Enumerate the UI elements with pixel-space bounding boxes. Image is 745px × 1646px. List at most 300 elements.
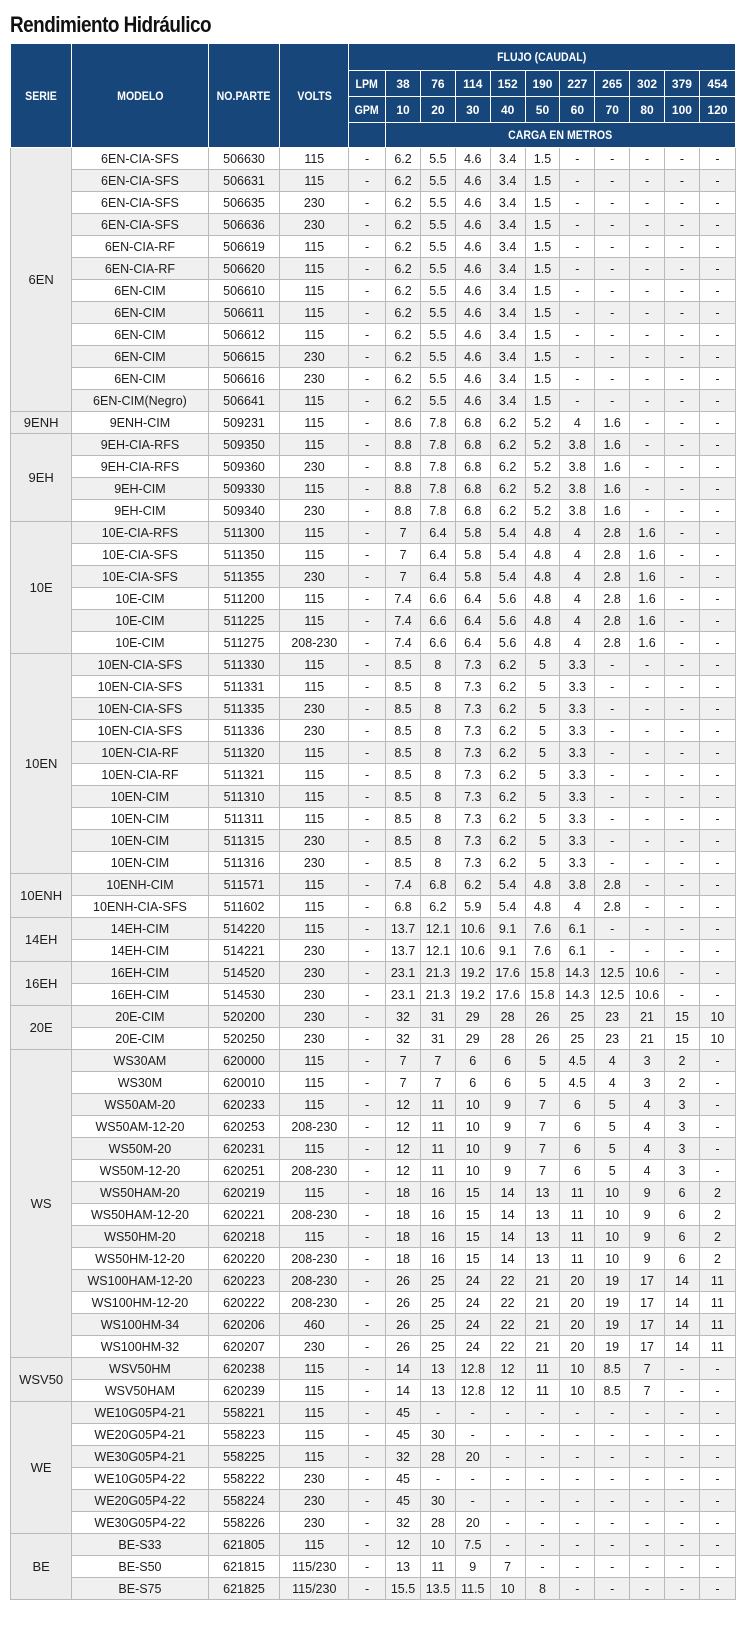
flujo-265-cell: - [595, 698, 630, 720]
table-row [11, 1050, 736, 1072]
flujo-152-cell: 9.1 [490, 918, 525, 940]
flujo-38-cell: 8.8 [386, 500, 421, 522]
flujo-302-cell: 7 [630, 1380, 665, 1402]
flujo-0-cell: - [349, 1116, 386, 1138]
flujo-76-cell: 7.8 [420, 500, 455, 522]
flujo-38-cell: 45 [386, 1468, 421, 1490]
volts-cell: 115 [280, 742, 349, 764]
modelo-cell: WS50M-12-20 [72, 1160, 208, 1182]
flujo-152-cell: 6.2 [490, 478, 525, 500]
volts-cell: 208-230 [280, 1270, 349, 1292]
flujo-190-cell: 21 [525, 1314, 560, 1336]
modelo-cell: 16EH-CIM [72, 984, 208, 1006]
serie-cell: WE [11, 1402, 72, 1534]
header-gpm-value: 80 [630, 97, 665, 123]
flujo-76-cell: 25 [420, 1292, 455, 1314]
flujo-302-cell: 10.6 [630, 984, 665, 1006]
volts-cell: 230 [280, 566, 349, 588]
flujo-76-cell: 25 [420, 1270, 455, 1292]
flujo-379-cell: 3 [664, 1116, 699, 1138]
flujo-379-cell: - [664, 654, 699, 676]
flujo-454-cell: - [699, 940, 735, 962]
modelo-cell: 6EN-CIM(Negro) [72, 390, 208, 412]
flujo-265-cell: - [595, 324, 630, 346]
flujo-379-cell: - [664, 500, 699, 522]
modelo-cell: WE20G05P4-22 [72, 1490, 208, 1512]
flujo-76-cell: 28 [420, 1446, 455, 1468]
volts-cell: 115 [280, 1072, 349, 1094]
flujo-38-cell: 6.2 [386, 170, 421, 192]
flujo-379-cell: 15 [664, 1028, 699, 1050]
flujo-379-cell: - [664, 764, 699, 786]
flujo-265-cell: 2.8 [595, 896, 630, 918]
modelo-cell: 6EN-CIA-SFS [72, 192, 208, 214]
modelo-cell: 6EN-CIM [72, 368, 208, 390]
flujo-227-cell: 20 [560, 1336, 595, 1358]
modelo-cell: WS30AM [72, 1050, 208, 1072]
flujo-114-cell: 15 [455, 1182, 490, 1204]
flujo-379-cell: - [664, 984, 699, 1006]
flujo-190-cell: 7 [525, 1160, 560, 1182]
flujo-38-cell: 13 [386, 1556, 421, 1578]
flujo-454-cell: - [699, 500, 735, 522]
modelo-cell: 10EN-CIM [72, 808, 208, 830]
no-parte-cell: 511571 [208, 874, 280, 896]
table-body [11, 148, 736, 1600]
flujo-265-cell: - [595, 1512, 630, 1534]
flujo-265-cell: 2.8 [595, 874, 630, 896]
no-parte-cell: 511275 [208, 632, 280, 654]
volts-cell: 115 [280, 786, 349, 808]
header-gpm-value: 60 [560, 97, 595, 123]
modelo-cell: 10E-CIA-SFS [72, 566, 208, 588]
flujo-114-cell: - [455, 1402, 490, 1424]
flujo-379-cell: - [664, 148, 699, 170]
flujo-152-cell: 28 [490, 1006, 525, 1028]
flujo-265-cell: - [595, 368, 630, 390]
flujo-302-cell: - [630, 764, 665, 786]
no-parte-cell: 620233 [208, 1094, 280, 1116]
flujo-190-cell: 21 [525, 1292, 560, 1314]
flujo-76-cell: 5.5 [420, 346, 455, 368]
table-row [11, 1204, 736, 1226]
flujo-0-cell: - [349, 1534, 386, 1556]
flujo-227-cell: 3.3 [560, 808, 595, 830]
flujo-302-cell: - [630, 1402, 665, 1424]
flujo-227-cell: 25 [560, 1028, 595, 1050]
modelo-cell: 6EN-CIM [72, 346, 208, 368]
flujo-152-cell: 22 [490, 1292, 525, 1314]
flujo-0-cell: - [349, 1138, 386, 1160]
flujo-0-cell: - [349, 1512, 386, 1534]
volts-cell: 460 [280, 1314, 349, 1336]
flujo-454-cell: - [699, 302, 735, 324]
flujo-265-cell: 2.8 [595, 522, 630, 544]
flujo-190-cell: 7.6 [525, 918, 560, 940]
flujo-152-cell: 6.2 [490, 786, 525, 808]
flujo-454-cell: - [699, 280, 735, 302]
flujo-190-cell: 1.5 [525, 170, 560, 192]
modelo-cell: 10EN-CIA-RF [72, 742, 208, 764]
flujo-0-cell: - [349, 1358, 386, 1380]
flujo-190-cell: 5 [525, 1050, 560, 1072]
flujo-265-cell: - [595, 1534, 630, 1556]
no-parte-cell: 558224 [208, 1490, 280, 1512]
flujo-379-cell: - [664, 1446, 699, 1468]
no-parte-cell: 506620 [208, 258, 280, 280]
volts-cell: 230 [280, 962, 349, 984]
volts-cell: 115 [280, 390, 349, 412]
flujo-265-cell: - [595, 918, 630, 940]
volts-cell: 230 [280, 500, 349, 522]
flujo-38-cell: 6.2 [386, 368, 421, 390]
flujo-114-cell: 6.8 [455, 434, 490, 456]
flujo-227-cell: - [560, 368, 595, 390]
modelo-cell: 10EN-CIA-SFS [72, 720, 208, 742]
flujo-152-cell: 9 [490, 1138, 525, 1160]
flujo-76-cell: 12.1 [420, 940, 455, 962]
flujo-302-cell: - [630, 808, 665, 830]
flujo-0-cell: - [349, 874, 386, 896]
flujo-76-cell: 30 [420, 1490, 455, 1512]
serie-cell: 10EN [11, 654, 72, 874]
table-row [11, 874, 736, 896]
flujo-454-cell: 2 [699, 1226, 735, 1248]
flujo-152-cell: 6.2 [490, 654, 525, 676]
page-title: Rendimiento Hidráulico [10, 12, 211, 37]
flujo-227-cell: 3.8 [560, 478, 595, 500]
flujo-76-cell: 25 [420, 1336, 455, 1358]
flujo-302-cell: - [630, 786, 665, 808]
flujo-0-cell: - [349, 918, 386, 940]
flujo-227-cell: 6 [560, 1116, 595, 1138]
modelo-cell: 10EN-CIM [72, 852, 208, 874]
flujo-152-cell: 6.2 [490, 852, 525, 874]
flujo-379-cell: - [664, 1402, 699, 1424]
flujo-0-cell: - [349, 148, 386, 170]
flujo-454-cell: 11 [699, 1270, 735, 1292]
flujo-38-cell: 8.6 [386, 412, 421, 434]
flujo-0-cell: - [349, 896, 386, 918]
flujo-265-cell: - [595, 390, 630, 412]
no-parte-cell: 511200 [208, 588, 280, 610]
flujo-190-cell: 5 [525, 1072, 560, 1094]
volts-cell: 115 [280, 1094, 349, 1116]
flujo-379-cell: - [664, 1534, 699, 1556]
flujo-454-cell: - [699, 324, 735, 346]
flujo-379-cell: - [664, 456, 699, 478]
flujo-190-cell: 4.8 [525, 566, 560, 588]
no-parte-cell: 511321 [208, 764, 280, 786]
flujo-114-cell: 6.4 [455, 588, 490, 610]
flujo-227-cell: 3.3 [560, 676, 595, 698]
no-parte-cell: 558225 [208, 1446, 280, 1468]
flujo-76-cell: - [420, 1468, 455, 1490]
flujo-152-cell: 5.4 [490, 874, 525, 896]
flujo-454-cell: - [699, 1490, 735, 1512]
flujo-265-cell: 10 [595, 1226, 630, 1248]
flujo-227-cell: 14.3 [560, 984, 595, 1006]
flujo-190-cell: 5 [525, 698, 560, 720]
table-row [11, 1160, 736, 1182]
flujo-190-cell: - [525, 1534, 560, 1556]
flujo-114-cell: 24 [455, 1292, 490, 1314]
no-parte-cell: 620253 [208, 1116, 280, 1138]
flujo-190-cell: 1.5 [525, 390, 560, 412]
flujo-0-cell: - [349, 258, 386, 280]
flujo-454-cell: - [699, 676, 735, 698]
flujo-302-cell: - [630, 852, 665, 874]
no-parte-cell: 511311 [208, 808, 280, 830]
flujo-114-cell: 11.5 [455, 1578, 490, 1600]
flujo-302-cell: - [630, 412, 665, 434]
table-row [11, 742, 736, 764]
flujo-0-cell: - [349, 654, 386, 676]
flujo-227-cell: 4 [560, 566, 595, 588]
header-gpm-value: 30 [455, 97, 490, 123]
table-row [11, 1094, 736, 1116]
volts-cell: 115 [280, 1446, 349, 1468]
flujo-302-cell: - [630, 742, 665, 764]
flujo-152-cell: 9 [490, 1116, 525, 1138]
flujo-114-cell: 12.8 [455, 1380, 490, 1402]
flujo-265-cell: - [595, 720, 630, 742]
flujo-454-cell: - [699, 1424, 735, 1446]
flujo-76-cell: 31 [420, 1028, 455, 1050]
flujo-302-cell: 3 [630, 1072, 665, 1094]
no-parte-cell: 506611 [208, 302, 280, 324]
flujo-0-cell: - [349, 346, 386, 368]
header-lpm-value: 114 [455, 71, 490, 97]
flujo-38-cell: 6.8 [386, 896, 421, 918]
flujo-454-cell: - [699, 852, 735, 874]
flujo-152-cell: 3.4 [490, 170, 525, 192]
flujo-265-cell: 19 [595, 1314, 630, 1336]
flujo-227-cell: 4 [560, 632, 595, 654]
flujo-114-cell: 15 [455, 1204, 490, 1226]
no-parte-cell: 514220 [208, 918, 280, 940]
flujo-379-cell: - [664, 390, 699, 412]
header-gpm-value: 20 [420, 97, 455, 123]
flujo-227-cell: 6 [560, 1094, 595, 1116]
header-no-parte: NO.PARTE [208, 44, 280, 148]
flujo-227-cell: - [560, 390, 595, 412]
flujo-76-cell: 5.5 [420, 302, 455, 324]
modelo-cell: 14EH-CIM [72, 940, 208, 962]
flujo-190-cell: 5 [525, 852, 560, 874]
flujo-227-cell: 3.3 [560, 654, 595, 676]
flujo-0-cell: - [349, 1248, 386, 1270]
flujo-38-cell: 7.4 [386, 610, 421, 632]
flujo-227-cell: 6.1 [560, 940, 595, 962]
flujo-38-cell: 45 [386, 1424, 421, 1446]
flujo-454-cell: 11 [699, 1314, 735, 1336]
flujo-265-cell: 19 [595, 1292, 630, 1314]
flujo-227-cell: - [560, 258, 595, 280]
flujo-76-cell: 5.5 [420, 214, 455, 236]
flujo-0-cell: - [349, 786, 386, 808]
flujo-302-cell: - [630, 236, 665, 258]
table-row [11, 1424, 736, 1446]
table-row [11, 1248, 736, 1270]
flujo-0-cell: - [349, 940, 386, 962]
serie-cell: 14EH [11, 918, 72, 962]
volts-cell: 115 [280, 588, 349, 610]
table-row [11, 1534, 736, 1556]
modelo-cell: 9EH-CIA-RFS [72, 434, 208, 456]
flujo-152-cell: - [490, 1424, 525, 1446]
flujo-38-cell: 8.5 [386, 676, 421, 698]
table-row [11, 170, 736, 192]
volts-cell: 230 [280, 1490, 349, 1512]
flujo-302-cell: - [630, 390, 665, 412]
flujo-454-cell: - [699, 1578, 735, 1600]
modelo-cell: 10E-CIA-RFS [72, 522, 208, 544]
flujo-0-cell: - [349, 984, 386, 1006]
flujo-76-cell: 30 [420, 1424, 455, 1446]
flujo-190-cell: 5 [525, 830, 560, 852]
flujo-302-cell: 9 [630, 1226, 665, 1248]
volts-cell: 115 [280, 544, 349, 566]
flujo-76-cell: 11 [420, 1556, 455, 1578]
flujo-227-cell: 4.5 [560, 1050, 595, 1072]
serie-cell: WSV50 [11, 1358, 72, 1402]
modelo-cell: WE30G05P4-22 [72, 1512, 208, 1534]
table-row [11, 830, 736, 852]
no-parte-cell: 620223 [208, 1270, 280, 1292]
flujo-76-cell: 5.5 [420, 192, 455, 214]
no-parte-cell: 620251 [208, 1160, 280, 1182]
table-row [11, 324, 736, 346]
flujo-190-cell: - [525, 1446, 560, 1468]
flujo-114-cell: 4.6 [455, 390, 490, 412]
flujo-38-cell: 8.5 [386, 786, 421, 808]
flujo-152-cell: 14 [490, 1226, 525, 1248]
table-row [11, 1182, 736, 1204]
flujo-38-cell: 7.4 [386, 874, 421, 896]
volts-cell: 208-230 [280, 1160, 349, 1182]
no-parte-cell: 511355 [208, 566, 280, 588]
flujo-190-cell: 8 [525, 1578, 560, 1600]
table-row [11, 192, 736, 214]
flujo-114-cell: 6.8 [455, 412, 490, 434]
flujo-38-cell: 8.5 [386, 852, 421, 874]
flujo-152-cell: 5.6 [490, 632, 525, 654]
flujo-114-cell: 24 [455, 1314, 490, 1336]
flujo-0-cell: - [349, 852, 386, 874]
flujo-265-cell: - [595, 676, 630, 698]
no-parte-cell: 506630 [208, 148, 280, 170]
flujo-38-cell: 32 [386, 1028, 421, 1050]
modelo-cell: 10EN-CIA-SFS [72, 676, 208, 698]
flujo-114-cell: 10 [455, 1160, 490, 1182]
flujo-379-cell: - [664, 1424, 699, 1446]
flujo-152-cell: 22 [490, 1270, 525, 1292]
flujo-0-cell: - [349, 742, 386, 764]
flujo-265-cell: - [595, 786, 630, 808]
flujo-0-cell: - [349, 1072, 386, 1094]
flujo-454-cell: - [699, 214, 735, 236]
no-parte-cell: 511350 [208, 544, 280, 566]
flujo-152-cell: 6.2 [490, 676, 525, 698]
flujo-265-cell: 1.6 [595, 500, 630, 522]
flujo-38-cell: 12 [386, 1094, 421, 1116]
flujo-190-cell: 15.8 [525, 962, 560, 984]
flujo-152-cell: - [490, 1534, 525, 1556]
flujo-302-cell: - [630, 456, 665, 478]
table-row [11, 368, 736, 390]
flujo-190-cell: 7.6 [525, 940, 560, 962]
flujo-190-cell: - [525, 1512, 560, 1534]
flujo-454-cell: - [699, 896, 735, 918]
serie-cell: 20E [11, 1006, 72, 1050]
modelo-cell: 9EH-CIM [72, 500, 208, 522]
flujo-0-cell: - [349, 720, 386, 742]
flujo-76-cell: 8 [420, 830, 455, 852]
flujo-0-cell: - [349, 390, 386, 412]
serie-cell: 9EH [11, 434, 72, 522]
flujo-302-cell: 17 [630, 1292, 665, 1314]
no-parte-cell: 620239 [208, 1380, 280, 1402]
volts-cell: 115 [280, 896, 349, 918]
flujo-38-cell: 8.5 [386, 698, 421, 720]
flujo-0-cell: - [349, 698, 386, 720]
flujo-152-cell: 3.4 [490, 324, 525, 346]
flujo-114-cell: 10 [455, 1094, 490, 1116]
table-row [11, 434, 736, 456]
flujo-379-cell: - [664, 676, 699, 698]
flujo-265-cell: - [595, 742, 630, 764]
flujo-302-cell: - [630, 368, 665, 390]
flujo-265-cell: - [595, 302, 630, 324]
flujo-38-cell: 26 [386, 1314, 421, 1336]
no-parte-cell: 514530 [208, 984, 280, 1006]
flujo-38-cell: 23.1 [386, 962, 421, 984]
flujo-302-cell: - [630, 720, 665, 742]
flujo-302-cell: 21 [630, 1006, 665, 1028]
flujo-227-cell: 4.5 [560, 1072, 595, 1094]
flujo-379-cell: - [664, 720, 699, 742]
table-row [11, 632, 736, 654]
no-parte-cell: 621815 [208, 1556, 280, 1578]
no-parte-cell: 520250 [208, 1028, 280, 1050]
volts-cell: 115 [280, 1182, 349, 1204]
flujo-76-cell: 8 [420, 786, 455, 808]
flujo-227-cell: 11 [560, 1226, 595, 1248]
flujo-152-cell: 3.4 [490, 346, 525, 368]
no-parte-cell: 558226 [208, 1512, 280, 1534]
flujo-379-cell: - [664, 896, 699, 918]
flujo-152-cell: 3.4 [490, 236, 525, 258]
flujo-379-cell: - [664, 940, 699, 962]
flujo-38-cell: 15.5 [386, 1578, 421, 1600]
flujo-379-cell: - [664, 1380, 699, 1402]
flujo-265-cell: 19 [595, 1270, 630, 1292]
flujo-379-cell: 6 [664, 1204, 699, 1226]
flujo-227-cell: 14.3 [560, 962, 595, 984]
table-row [11, 478, 736, 500]
flujo-379-cell: - [664, 368, 699, 390]
flujo-265-cell: 2.8 [595, 588, 630, 610]
modelo-cell: WS50AM-20 [72, 1094, 208, 1116]
flujo-302-cell: 17 [630, 1336, 665, 1358]
flujo-76-cell: 13.5 [420, 1578, 455, 1600]
table-row [11, 1578, 736, 1600]
flujo-265-cell: - [595, 214, 630, 236]
flujo-114-cell: 7.3 [455, 654, 490, 676]
flujo-38-cell: 7.4 [386, 632, 421, 654]
volts-cell: 230 [280, 214, 349, 236]
